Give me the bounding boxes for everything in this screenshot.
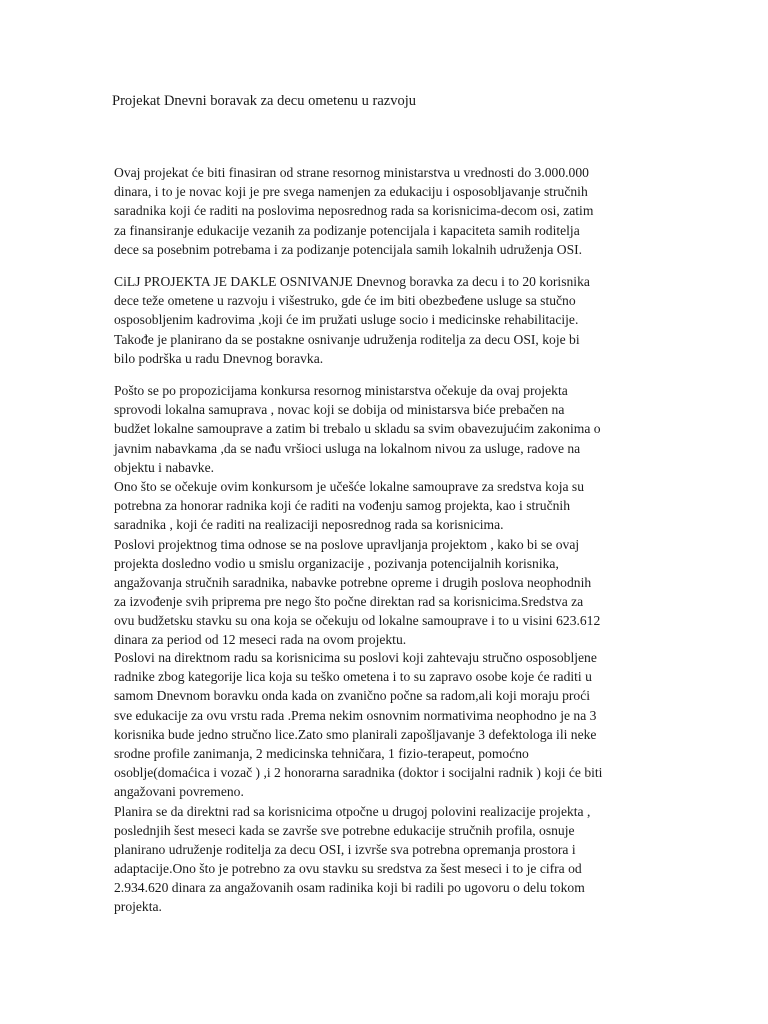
text-line: angažovani povremeno. — [114, 784, 244, 800]
text-line: Poslovi na direktnom radu sa korisnicima su poslovi koji zahtevaju stručno osposobljene — [114, 650, 597, 665]
text-line: Planira se da direktni rad sa korisnicima otpočne u drugoj polovini realizacije projekta , — [114, 803, 591, 819]
text-line: potrebna za honorar radnika koji će raditi na vođenju samog projekta, kao i stručnih — [114, 498, 570, 514]
text-line: korisnika bude jedno stručno lice.Zato smo planirali zapošljavanje 3 defektologa ili neke — [114, 726, 597, 742]
text-line: srodne profile zanimanja, 2 medicinska tehničara, 1 fizio-terapeut, pomoćno — [114, 745, 529, 761]
text-line: Poslovi projektnog tima odnose se na poslove upravljanja projektom , kako bi se ovaj — [114, 536, 580, 552]
text-line: projekta dosledno vodio u smislu organizacije , pozivanja potencijalnih korisnika, — [114, 555, 559, 571]
text-line: Ono što se očekuje ovim konkursom je učešće lokalne samouprave za sredstva koja su — [114, 478, 584, 494]
text-line: saradnika , koji će raditi na realizaciji neposrednog rada sa korisnicima. — [114, 517, 504, 533]
text-line: dece teže ometene u razvoju i višestruko, gde će im biti obezbeđene usluge sa stučno — [114, 293, 576, 309]
text-line: ovu budžetsku stavku su ona koja se očekuju od lokalne samouprave i to u visini 623.612 — [114, 613, 601, 629]
text-line: Ovaj projekat će biti finasiran od strane resornog ministarstva u vrednosti do 3.000.000 — [114, 165, 589, 180]
paragraph-financing — [114, 163, 674, 259]
paragraph-local-government — [114, 381, 674, 650]
text-line: sve edukacije za ovu vrstu rada .Prema nekim osnovnim normativima neophodno je na 3 — [114, 707, 597, 723]
text-line: samom Dnevnom boravku onda kada on zvanično počne sa radom,ali koji moraju proći — [114, 688, 591, 704]
text-line: adaptacije.Ono što je potrebno za ovu stavku su sredstva za šest meseci i to je cifra od — [114, 861, 582, 877]
text-line: Takođe je planirano da se postakne osnivanje udruženja roditelja za decu OSI, koje bi — [114, 331, 580, 347]
text-line: sprovodi lokalna samuprava , novac koji se dobija od ministarsva biće prebačen na — [114, 402, 565, 418]
text-line: CiLJ PROJEKTA JE DAKLE OSNIVANJE Dnevnog boravka za decu i to 20 korisnika — [114, 274, 590, 289]
text-line: bilo podrška u radu Dnevnog boravka. — [114, 350, 324, 366]
text-line: objektu i nabavke. — [114, 459, 215, 475]
text-line: radnike zbog kategorije lica koja su teško ometena i to su zapravo osobe koje će raditi u — [114, 669, 592, 685]
text-line: za izvođenje svih priprema pre nego što počne direktan rad sa korisnicima.Sredstva za — [114, 594, 584, 610]
text-line: za finansiranje edukacije vezanih za podizanje potencijala i kapaciteta samih roditelja — [114, 222, 580, 238]
text-line: dece sa posebnim potrebama i za podizanje potencijala samih lokalnih udruženja OSI. — [114, 241, 583, 257]
text-line: planirano udruženje roditelja za decu OSI, i izvrše sva potrebna opremanja prostora i — [114, 841, 576, 857]
paragraph-direct-work — [114, 648, 674, 917]
text-line: projekta. — [114, 899, 162, 915]
text-line: Pošto se po propozicijama konkursa resornog ministarstva očekuje da ovaj projekta — [114, 383, 568, 398]
text-line: saradnika koji će raditi na poslovima neposrednog rada sa korisnicima-decom osi, zatim — [114, 203, 594, 219]
paragraph-project-goal — [114, 272, 674, 368]
document-title: Projekat Dnevni boravak za decu ometenu u razvoju — [112, 93, 416, 109]
text-line: poslednjih šest meseci kada se završe sve potrebne edukacije stručnih profila, osnuje — [114, 822, 575, 838]
text-line: osposobljenim kadrovima ,koji će im pružati usluge socio i medicinske rehabilitacije. — [114, 312, 579, 328]
text-line: angažovanja stručnih saradnika, nabavke potrebne opreme i drugih poslova neophodnih — [114, 574, 592, 590]
text-line: osoblje(domaćica i vozač ) ,i 2 honorarna saradnika (doktor i socijalni radnik ) koji će biti — [114, 765, 603, 781]
text-line: dinara za period od 12 meseci rada na ovom projektu. — [114, 632, 407, 648]
text-line: 2.934.620 dinara za angažovanih osam radinika koji bi radili po ugovoru o delu tokom — [114, 880, 585, 896]
text-line: dinara, i to je novac koji je pre svega namenjen za edukaciju i osposobljavanje stručnih — [114, 184, 588, 200]
text-line: javnim nabavkama ,da se nađu vršioci usluga na lokalnom nivou za usluge, radove na — [114, 440, 581, 456]
text-line: budžet lokalne samouprave a zatim bi trebalo u skladu sa svim obavezujućim zakonima o — [114, 421, 601, 437]
